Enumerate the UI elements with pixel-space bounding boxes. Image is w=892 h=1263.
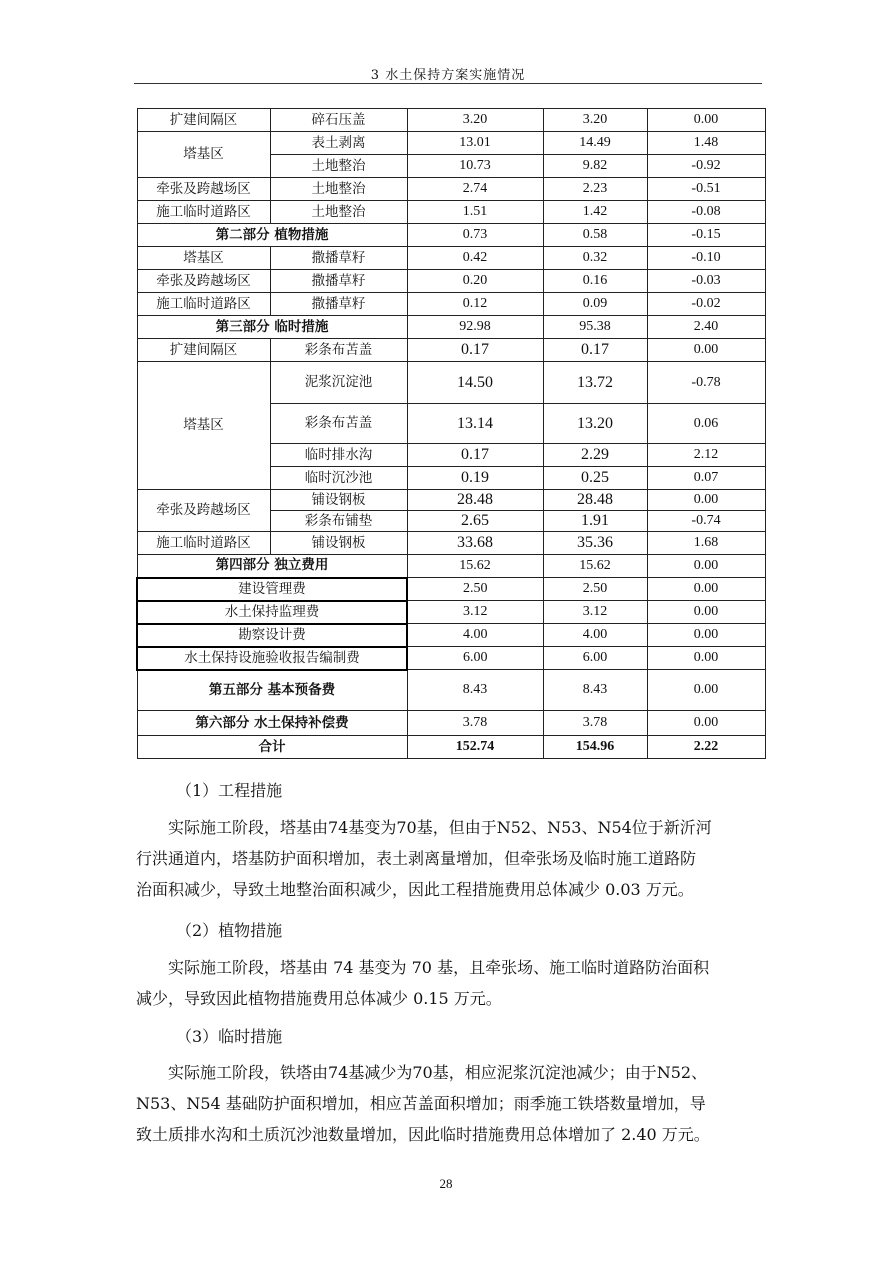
area-cell: 塔基区 [137,247,270,270]
section-row [137,711,765,736]
section-label: 第五部分 基本预备费 [137,670,407,711]
value-cell: 2.50 [407,578,543,601]
value-cell: 2.29 [543,444,647,467]
cost-comparison-table [136,108,766,759]
diff-cell: 0.00 [647,109,765,132]
fee-row [137,601,765,624]
measure-cell: 撒播草籽 [270,247,407,270]
diff-cell: -0.02 [647,293,765,316]
value-cell: 0.09 [543,293,647,316]
area-cell: 牵张及跨越场区 [137,178,270,201]
paragraph-line: 减少，导致因此植物措施费用总体减少 0.15 万元。 [136,989,502,1009]
section-heading: （3）临时措施 [176,1027,283,1046]
section-row [137,670,765,711]
measure-cell: 临时沉沙池 [270,467,407,490]
table-row [137,339,765,362]
section-row [137,224,765,247]
diff-cell: 0.00 [647,578,765,601]
measure-cell: 撒播草籽 [270,293,407,316]
measure-cell: 铺设钢板 [270,532,407,555]
value-cell: 2.50 [543,578,647,601]
diff-cell: -0.15 [647,224,765,247]
area-cell: 施工临时道路区 [137,293,270,316]
value-cell: 2.74 [407,178,543,201]
value-cell: 0.32 [543,247,647,270]
value-cell: 2.23 [543,178,647,201]
value-cell: 10.73 [407,155,543,178]
value-cell: 8.43 [407,670,543,711]
area-cell: 施工临时道路区 [137,532,270,555]
section-heading: （2）植物措施 [176,921,283,940]
fee-label: 水土保持设施验收报告编制费 [137,647,407,670]
diff-cell: 0.00 [647,647,765,670]
paragraph-line: 致土质排水沟和土质沉沙池数量增加，因此临时措施费用总体增加了 2.40 万元。 [136,1125,710,1145]
diff-cell: -0.92 [647,155,765,178]
value-cell: 13.01 [407,132,543,155]
value-cell: 4.00 [543,624,647,647]
area-cell: 牵张及跨越场区 [137,490,270,532]
diff-cell: -0.78 [647,362,765,404]
measure-cell: 土地整治 [270,178,407,201]
table-row [137,109,765,132]
value-cell: 13.72 [543,362,647,404]
diff-cell: 0.00 [647,490,765,511]
fee-row [137,647,765,670]
diff-cell: 0.00 [647,711,765,736]
fee-label: 建设管理费 [137,578,407,601]
fee-label: 水土保持监理费 [137,601,407,624]
value-cell: 3.78 [543,711,647,736]
value-cell: 2.65 [407,511,543,532]
table-row [137,532,765,555]
value-cell: 0.12 [407,293,543,316]
area-cell: 塔基区 [137,362,270,490]
table-row [137,362,765,404]
measure-cell: 撒播草籽 [270,270,407,293]
area-cell: 扩建间隔区 [137,339,270,362]
diff-cell: 0.00 [647,555,765,578]
measure-cell: 临时排水沟 [270,444,407,467]
measure-cell: 铺设钢板 [270,490,407,511]
area-cell: 牵张及跨越场区 [137,270,270,293]
header-rule [134,83,762,84]
value-cell: 3.20 [543,109,647,132]
value-cell: 13.14 [407,404,543,444]
value-cell: 13.20 [543,404,647,444]
value-cell: 0.58 [543,224,647,247]
value-cell: 14.49 [543,132,647,155]
value-cell: 33.68 [407,532,543,555]
section-heading: （1）工程措施 [176,781,283,800]
paragraph [136,812,760,906]
page-number: 28 [439,1176,453,1191]
value-cell: 1.91 [543,511,647,532]
value-cell: 1.51 [407,201,543,224]
area-cell: 扩建间隔区 [137,109,270,132]
paragraph-line: 治面积减少，导致土地整治面积减少，因此工程措施费用总体减少 0.03 万元。 [136,880,694,900]
total-diff-cell: 2.22 [647,736,765,759]
value-cell: 0.19 [407,467,543,490]
measure-cell: 彩条布铺垫 [270,511,407,532]
value-cell: 0.20 [407,270,543,293]
value-cell: 8.43 [543,670,647,711]
value-cell: 0.25 [543,467,647,490]
section-label: 第三部分 临时措施 [137,316,407,339]
total-label: 合计 [137,736,407,759]
value-cell: 3.20 [407,109,543,132]
value-cell: 3.12 [543,601,647,624]
paragraph-line: N53、N54 基础防护面积增加，相应苫盖面积增加；雨季施工铁塔数量增加，导 [136,1094,706,1114]
table-row [137,490,765,511]
value-cell: 28.48 [407,490,543,511]
table-row [137,293,765,316]
measure-cell: 碎石压盖 [270,109,407,132]
value-cell: 1.42 [543,201,647,224]
value-cell: 14.50 [407,362,543,404]
area-cell: 塔基区 [137,132,270,178]
value-cell: 0.16 [543,270,647,293]
section-label: 第二部分 植物措施 [137,224,407,247]
value-cell: 0.17 [407,444,543,467]
measure-cell: 泥浆沉淀池 [270,362,407,404]
measure-cell: 土地整治 [270,201,407,224]
measure-cell: 土地整治 [270,155,407,178]
diff-cell: -0.10 [647,247,765,270]
value-cell: 4.00 [407,624,543,647]
value-cell: 35.36 [543,532,647,555]
value-cell: 3.12 [407,601,543,624]
paragraph-line: 实际施工阶段，塔基由74基变为70基，但由于N52、N53、N54位于新沂河 [168,818,712,837]
paragraph [136,1057,760,1151]
diff-cell: 0.07 [647,467,765,490]
fee-row [137,578,765,601]
total-row [137,736,765,759]
diff-cell: 1.68 [647,532,765,555]
section-label: 第六部分 水土保持补偿费 [137,711,407,736]
diff-cell: 2.12 [647,444,765,467]
total-value-cell: 154.96 [543,736,647,759]
value-cell: 6.00 [407,647,543,670]
measure-cell: 表土剥离 [270,132,407,155]
diff-cell: -0.51 [647,178,765,201]
paragraph-line: 实际施工阶段，塔基由 74 基变为 70 基，且牵张场、施工临时道路防治面积 [168,958,710,977]
value-cell: 6.00 [543,647,647,670]
table-row [137,178,765,201]
fee-row [137,624,765,647]
diff-cell: 0.00 [647,624,765,647]
paragraph-line: 行洪通道内，塔基防护面积增加，表土剥离量增加，但牵张场及临时施工道路防 [136,849,697,869]
value-cell: 0.17 [407,339,543,362]
table-row [137,201,765,224]
diff-cell: 0.00 [647,601,765,624]
section-row [137,555,765,578]
value-cell: 0.42 [407,247,543,270]
value-cell: 0.73 [407,224,543,247]
table-row [137,247,765,270]
total-value-cell: 152.74 [407,736,543,759]
running-header: 3 水土保持方案实施情况 [370,68,526,83]
diff-cell: 0.00 [647,670,765,711]
paragraph [136,952,760,1014]
diff-cell: -0.03 [647,270,765,293]
value-cell: 92.98 [407,316,543,339]
value-cell: 3.78 [407,711,543,736]
table-row [137,132,765,155]
value-cell: 15.62 [543,555,647,578]
value-cell: 0.17 [543,339,647,362]
area-cell: 施工临时道路区 [137,201,270,224]
measure-cell: 彩条布苫盖 [270,339,407,362]
value-cell: 95.38 [543,316,647,339]
diff-cell: -0.08 [647,201,765,224]
section-label: 第四部分 独立费用 [137,555,407,578]
diff-cell: 2.40 [647,316,765,339]
fee-label: 勘察设计费 [137,624,407,647]
diff-cell: 0.06 [647,404,765,444]
diff-cell: 1.48 [647,132,765,155]
table-row [137,270,765,293]
value-cell: 15.62 [407,555,543,578]
section-row [137,316,765,339]
measure-cell: 彩条布苫盖 [270,404,407,444]
diff-cell: 0.00 [647,339,765,362]
paragraph-line: 实际施工阶段，铁塔由74基减少为70基，相应泥浆沉淀池减少；由于N52、 [168,1063,708,1082]
value-cell: 9.82 [543,155,647,178]
diff-cell: -0.74 [647,511,765,532]
value-cell: 28.48 [543,490,647,511]
